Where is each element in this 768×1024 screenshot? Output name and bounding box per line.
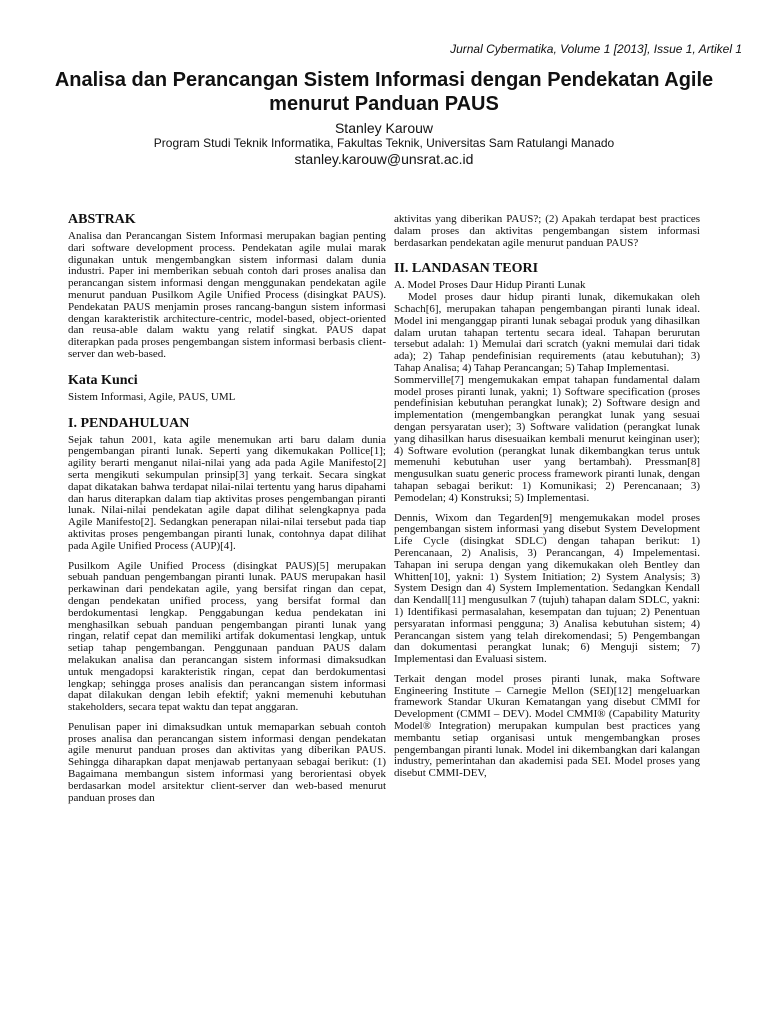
pendahuluan-paragraph-3: Penulisan paper ini dimaksudkan untuk memaparkan sebuah contoh proses analisa dan perancangan sistem informasi dengan pendekatan agile menurut panduan proses dan aktivitas yang diberikan PAUS. Sehingga diharapkan dapat menjawab pertanyaan sebagai berikut: (1) Bagaimana membangun sistem informasi yang berorientasi obyek berdasarkan model arsitektur client-server dan web-based menurut panduan proses dan <box>68 720 386 804</box>
landasan-paragraph-2: Sommerville[7] mengemukakan empat tahapan fundamental dalam model proses piranti lunak, yakni; 1) Software specification (proses pendefinisian kebutuhan perangkat lunak); 2) Software design and implementation (mengembangkan perangkat lunak yang sesuai dengan persyaratan user); 3) Software validation (perangkat lunak yang dihasilkan harus disesuaikan kembali menurut keinginan user); 4) Software evolution (perangkat lunak dikembangkan terus untuk memenuhi kebutuhan user yang bertambah). Pressman[8] mengusulkan suatu generic process framework piranti lunak, dengan tahapan sebagai berikut: 1) Komunikasi; 2) Perencanaan; 3) Pemodelan; 4) Konstruksi; 5) Implementasi. <box>394 373 700 504</box>
kata-kunci-heading: Kata Kunci <box>68 372 138 388</box>
pendahuluan-paragraph-3-continued: aktivitas yang diberikan PAUS?; (2) Apakah terdapat best practices dalam proses dan aktivitas pengembangan sistem informasi berdasarkan pendekatan agile menurut panduan PAUS? <box>394 213 700 249</box>
pendahuluan-paragraph-1: Sejak tahun 2001, kata agile menemukan arti baru dalam dunia pengembangan piranti lunak. Seperti yang dikemukakan Pollice[1]; agility berarti menganut nilai-nilai yang ada pada Agile Manifesto[2] serta mengikuti sekumpulan prinsip[3] yang terkait. Secara singkat dapat dikatakan bahwa terdapat nilai-nilai tertentu yang harus dipahami dan harus diterapkan dalam tiap aktivitas proses pengembangan piranti lunak. Nilai-nilai pendekatan agile dapat dilihat selengkapnya pada Agile Manifesto[2]. Sedangkan penerapan nilai-nilai tersebut pada tiap aktivitas proses pengembangan piranti lunak, contohnya dapat dilihat pada Agile Unified Process (AUP)[4]. <box>68 433 386 552</box>
author-email: stanley.karouw@unsrat.ac.id <box>294 151 474 167</box>
pendahuluan-heading: I. PENDAHULUAN <box>68 415 190 431</box>
landasan-paragraph-1: Model proses daur hidup piranti lunak, dikemukakan oleh Schach[6], merupakan tahapan pengembangan piranti lunak ideal. Model ini menganggap piranti lunak sebagai produk yang dihasilkan dalam urutan tahapan tertentu secara ideal. Tahapan berurutan tersebut adalah: 1) Memulai dari scratch (yakni memulai dari tidak ada); 2) Tahap pendefinisian requirements (atau kebutuhan); 3) Tahap Analisa; 4) Tahap Perancangan; 5) Tahap Implementasi. <box>394 291 700 374</box>
landasan-paragraph-4: Terkait dengan model proses piranti lunak, maka Software Engineering Institute – Carnegie Mellon (SEI)[12] mengeluarkan framework Standar Ukuran Kematangan yang disebut CMMI for Development (CMMI – DEV). Model CMMI® (Capability Maturity Model® Integration) merupakan kumpulan best practices yang membantu setiap organisasi untuk mengembangkan proses pengembangan piranti lunak. Model ini dikembangkan dari kalangan industry, pemerintahan dan akademisi pada SEI. Model proses yang disebut CMMI-DEV, <box>394 672 700 780</box>
landasan-paragraph-3: Dennis, Wixom dan Tegarden[9] mengemukakan model proses pengembangan sistem informasi yang disebut System Development Life Cycle (disingkat SDLC) dengan tahapan berikut: 1) Perencanaan, 2) Analisis, 3) Perancangan, 4) Impelementasi. Tahapan ini serupa dengan yang dikemukakan oleh Bentley dan Whitten[10], yakni: 1) System Initiation; 2) System Analysis; 3) System Design dan 4) System Implementation. Sedangkan Kendall dan Kendall[11] mengusulkan 7 (tujuh) tahapan dalam SDLC, yakni: 1) Identifikasi permasalahan, kesempatan dan tujuan; 2) Penentuan persyaratan informasi pengguna; 3) Analisa kebutuhan sistem; 4) Perancangan sistem yang telah direkomendasi; 5) Pengembangan dan dokumentasi perangkat lunak; 6) Menguji sistem; 7) Implementasi dan Evaluasi sistem. <box>394 511 700 666</box>
left-column <box>68 212 386 804</box>
author-name: Stanley Karouw <box>334 120 434 136</box>
author-affiliation: Program Studi Teknik Informatika, Fakultas Teknik, Universitas Sam Ratulangi Manado <box>153 136 615 150</box>
right-column <box>394 214 700 780</box>
pendahuluan-paragraph-2: Pusilkom Agile Unified Process (disingkat PAUS)[5] merupakan sebuah panduan pengembangan piranti lunak. PAUS merupakan hasil perkawinan dari pendekatan agile, yang bersifat ringan dan cepat, dengan pendekatan unified process, yang bersifat formal dan berdokumentasi lengkap. Penggabungan kedua pendekatan ini menghasilkan sebuah panduan pengembangan piranti lunak yang ringan, relatif cepat dan memiliki artifak dokumentasi lengkap, untuk setiap tahap pengembangan. Penggunaan panduan PAUS dalam melakukan analisa dan perancangan sistem informasi dimaksudkan untuk mengadopsi karakteristik ringan, cepat dan berdokumentasi lengkap; sehingga proses analisis dan perancangan sistem informasi dapat dilakukan dengan lebih efektif; yakni memenuhi kebutuhan stakeholders, secara tepat waktu dan tepat anggaran. <box>68 559 386 714</box>
landasan-subsection-a: A. Model Proses Daur Hidup Piranti Lunak <box>394 279 586 292</box>
paper-title: Analisa dan Perancangan Sistem Informasi dengan Pendekatan Agile menurut Panduan PAUS <box>54 69 714 115</box>
journal-reference: Jurnal Cybermatika, Volume 1 [2013], Issue 1, Artikel 1 <box>450 42 742 56</box>
landasan-heading: II. LANDASAN TEORI <box>394 261 539 277</box>
kata-kunci-text: Sistem Informasi, Agile, PAUS, UML <box>68 390 236 403</box>
abstrak-text: Analisa dan Perancangan Sistem Informasi merupakan bagian penting dari software development process. Pendekatan agile mulai marak digunakan untuk mengembangkan sistem informasi dalam dunia industri. Paper ini memberikan sebuah contoh dari proses analisa dan perancangan sistem informasi dengan menggunakan pendekatan agile menurut panduan Pusilkom Agile Unified Process (disingkat PAUS). Pendekatan PAUS menjamin proses rancang-bangun sistem informasi dengan karakteristik architecture-centric, model-based, object-oriented dan reusa-able dalam waktu yang relatif singkat. PAUS dapat diterapkan pada proses pengembangan sistem informasi berbasis client-server dan web-based. <box>68 230 386 360</box>
abstrak-heading: ABSTRAK <box>68 212 136 227</box>
